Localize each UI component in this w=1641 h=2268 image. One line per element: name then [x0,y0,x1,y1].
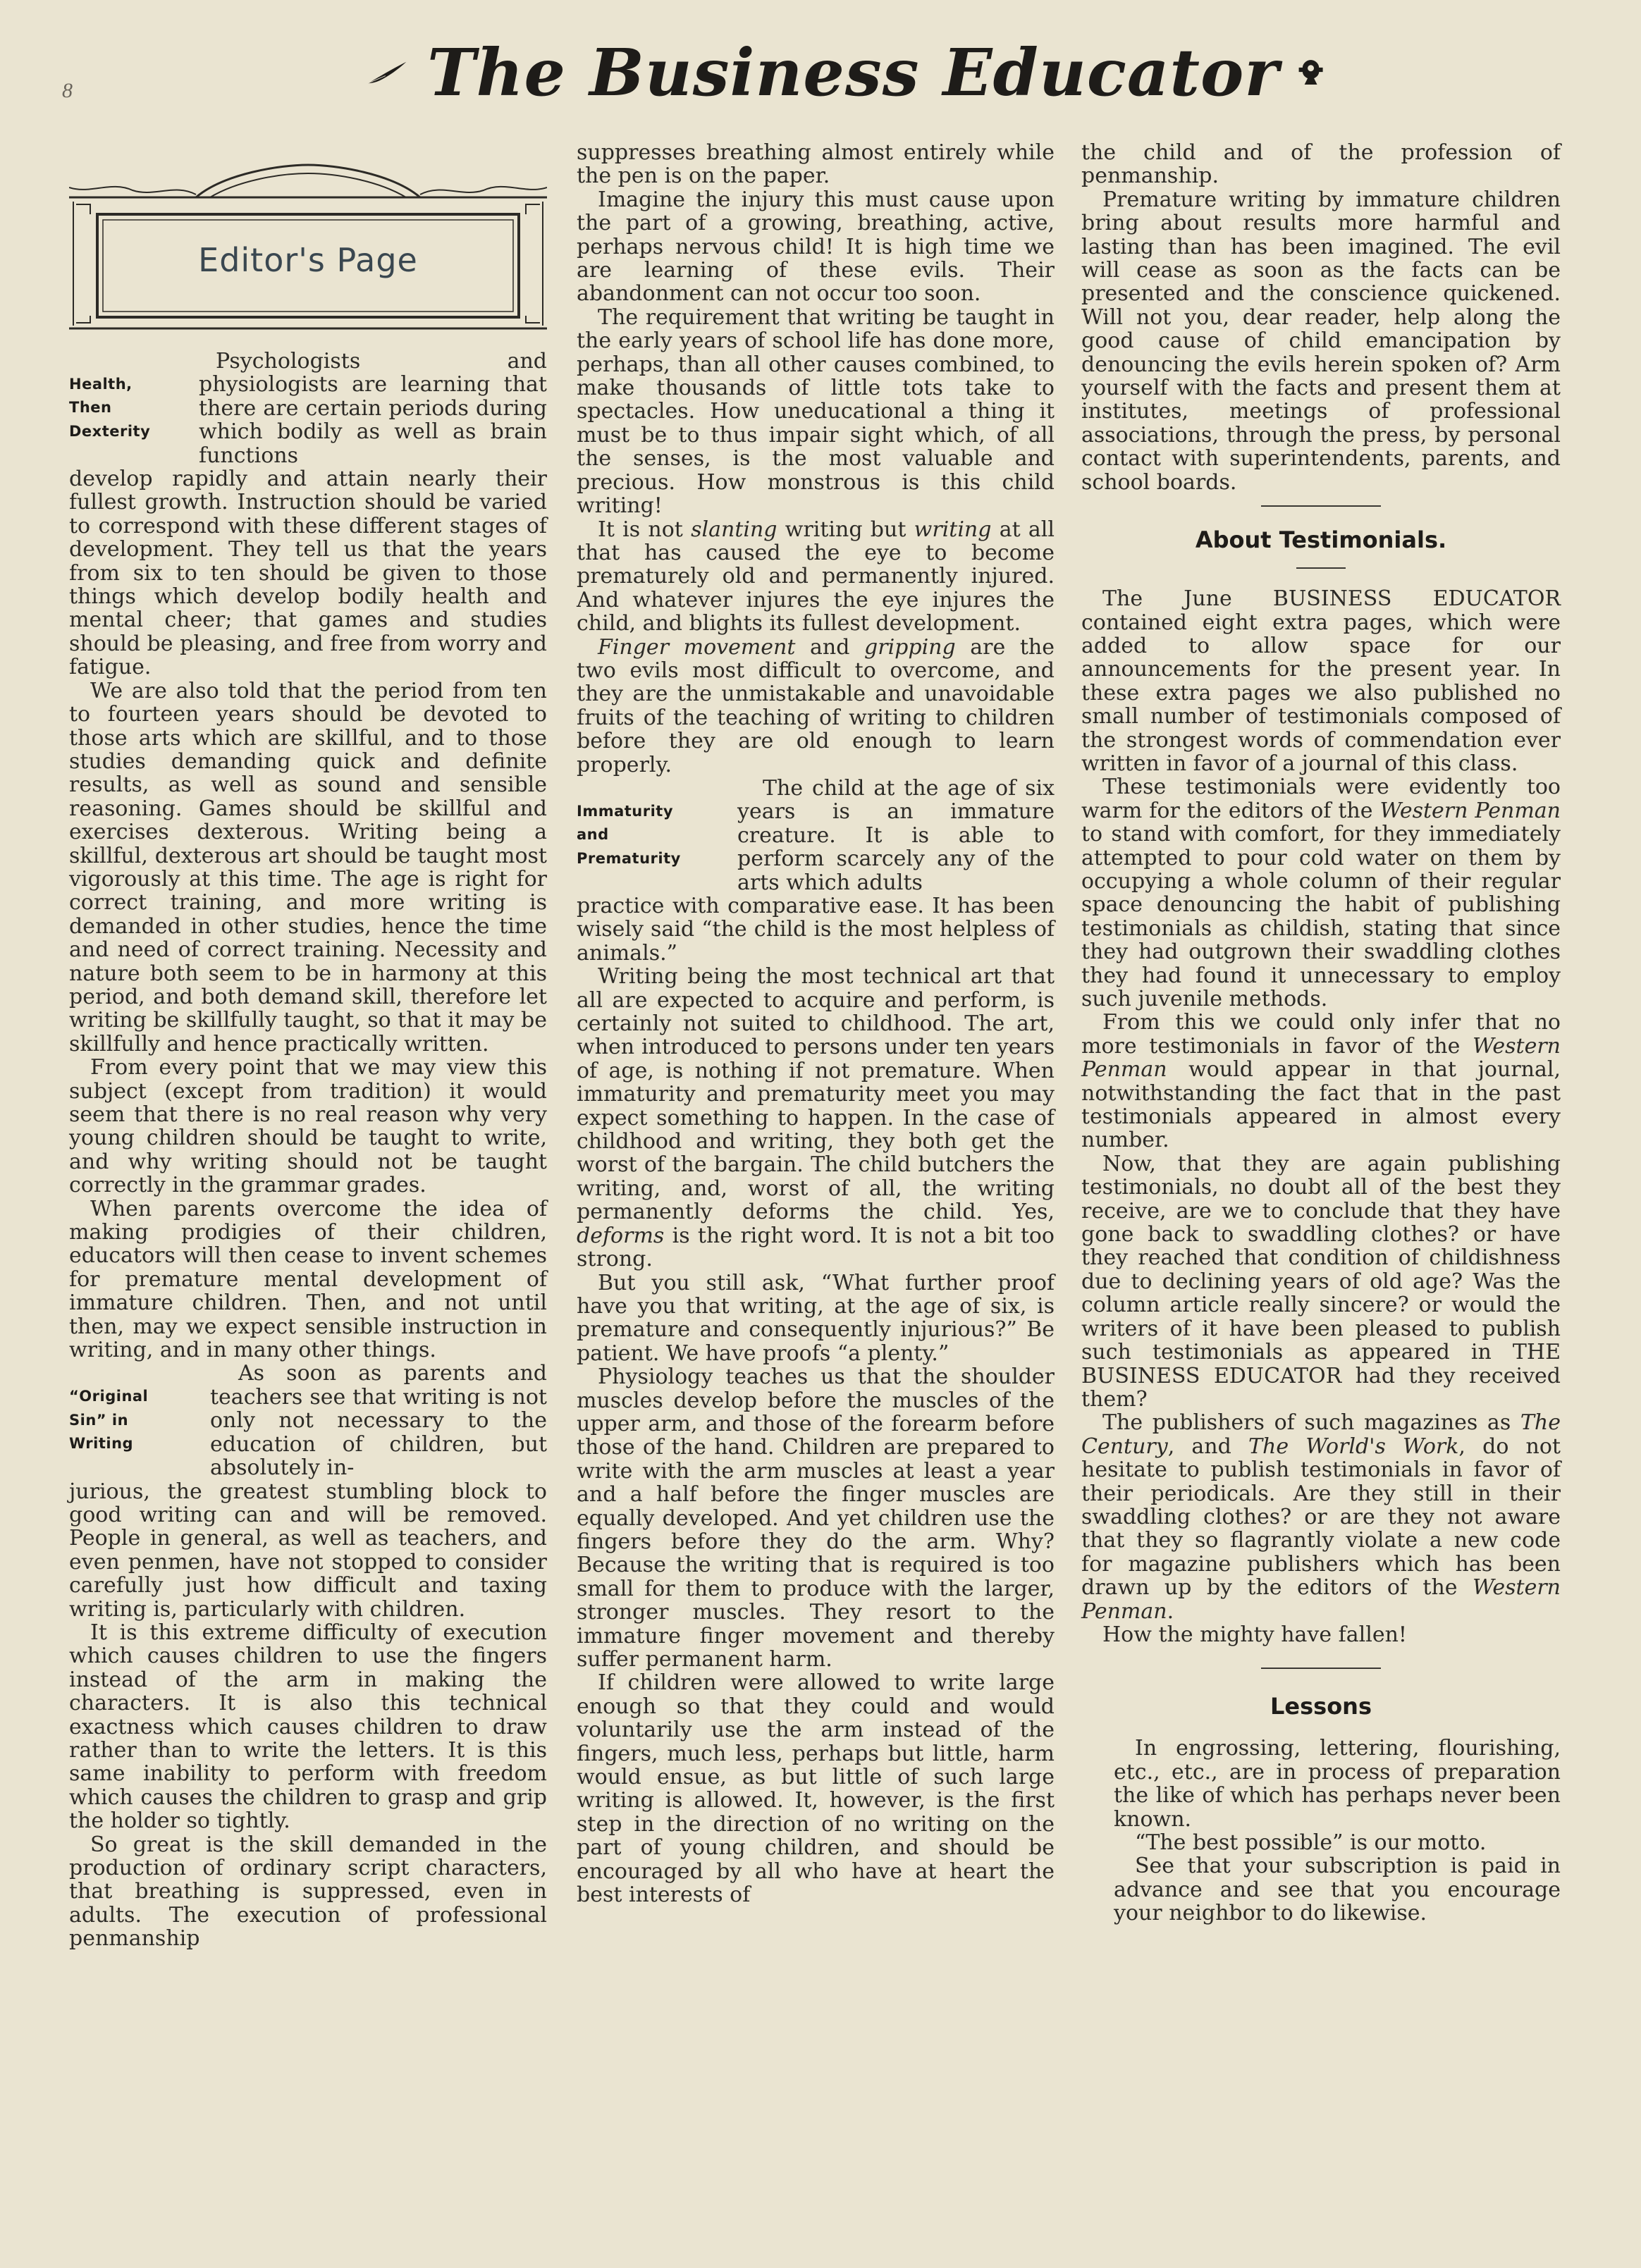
paragraph: Writing being the most technical art that all are expected to acquire and perform, is certainly not suited to childhood. The art, when introduced to persons under ten years of age, is nothing if not premature. When immaturity and prematurity meet you may expect something to happen. In the case of childhood and writing, they both get the worst of the bargain. The child butchers the writing, and, worst of all, the writing permanently deforms the child. Yes, deforms is the right word. It is not a bit too strong. [577,964,1055,1272]
section-heading-testimonials: About Testimonials. [1195,526,1447,554]
paragraph: the child and of the profession of penmanship. [1081,140,1561,189]
column-right [1081,141,1561,1925]
column-middle [577,141,1055,1906]
paragraph: If children were allowed to write large enough so that they could and would voluntarily use the arm instead of the fingers, much less, perhaps but little, harm would ensue, as but little of such large writing is allowed. It, however, is the first step in the direction of no writing on the part of young children, and should be encouraged by all who have at heart the best interests of [577,1670,1055,1908]
article-body [1081,587,1561,1646]
emblem-icon [1296,40,1325,105]
article-body [69,350,547,1951]
paragraph: We are also told that the period from ten to fourteen years should be devoted to those arts which are skillful, and to those studies demanding quick and definite results, as well as sound and sensible reasoning. Games should be skillful and exercises dexterous. Writing being a skillful, dexterous art should be taught most vigorously at this time. The age is right for correct training, and more writing is demanded in other studies, hence the time and need of correct training. Necessity and nature both seem to be in harmony at this period, and both demand skill, therefore let writing be skillfully taught, so that it may be skillfully and hence practically written. [69,678,548,1056]
paragraph: Finger movement and gripping are the two evils most difficult to overcome, and they are the unmistakable and unavoidable fruits of the teaching of writing to children before they are old enough to learn properly. [577,634,1055,777]
paragraph: develop rapidly and attain nearly their fullest growth. Instruction should be varied to correspond with these different stages of development. They tell us that the years from six to ten should be given to those things which develop bodily health and mental cheer; that games and studies should be pleasing, and free from worry and fatigue. [69,467,547,680]
paragraph: “The best possible” is our motto. [1135,1830,1487,1855]
paragraph: The requirement that writing be taught in the early years of school life has done more, perhaps, than all other causes combined, to make thousands of little tots take to spectacles. How uneducational a thing it must be to thus impair sight which, of all the senses, is the most valuable and precious. How monstrous is this child writing! [577,304,1055,519]
divider [1296,567,1346,569]
paragraph: practice with comparative ease. It has been wisely said “the child is the most helpless of animals.” [577,894,1055,966]
paragraph: suppresses breathing almost entirely while the pen is on the paper. [577,140,1055,189]
paragraph: But you still ask, “What further proof have you that writing, at the age of six, is premature and consequently injurious?” Be patient. We have proofs “a plenty.” [577,1270,1055,1366]
masthead-title: The Business Educator [427,35,1279,111]
page-number: 8 [62,79,73,102]
quill-pen-icon [367,44,407,101]
section-heading-lessons: Lessons [1270,1693,1372,1720]
paragraph: Physiology teaches us that the shoulder muscles develop before the muscles of the upper arm, and those of the forearm before those of the hand. Children are prepared to write with the arm muscles at least a year and a half before the finger muscles are equally developed. And yet children use the fingers before they do the arm. Why? Because the writing that is required is too small for them to produce with the larger, stronger muscles. They resort to the immature finger movement and thereby suffer permanent harm. [577,1364,1055,1672]
article-body [1081,141,1561,494]
paragraph: Imagine the injury this must cause upon the part of a growing, breathing, active, perhaps nervous child! It is high time we are learning of these evils. Their abandonment can not occur too soon. [577,187,1055,307]
margin-note-block [69,1362,547,1479]
editors-page-title: Editor's Page [198,241,418,279]
margin-note-block [69,350,547,467]
paragraph: Premature writing by immature children bring about results more harmful and lasting than has been imagined. The evil will cease as soon as the facts can be presented and the conscience quickened. Will not you, dear reader, help along the good cause of child emancipation by denouncing the evils herein spoken of? Arm yourself with the facts and present them at institutes, meetings of professional associations, through the press, by personal contact with superintendents, parents, and school boards. [1081,187,1561,495]
article-body [577,141,1055,1906]
margin-note-immaturity: Immaturity and Prematurity [577,802,681,867]
editors-page-banner [69,159,547,335]
paragraph: Now, that they are again publishing testimonials, no doubt all of the best they receive, are we to conclude that they have gone back to swaddling clothes? or have they reached that condition of childishness due to declining years of old age? Was the column article really sincere? or would the writers of it have been pleased to publish such testimonials as appeared in THE BUSINESS EDUCATOR had they received them? [1081,1151,1561,1412]
paragraph: See that your subscription is paid in advance and see that you encourage your neighbor to do likewise. [1114,1854,1561,1926]
article-body [1081,1737,1561,1925]
paragraph: As soon as parents and teachers see that writing is not only not necessary to the education of children, but absolutely in- [210,1361,547,1481]
margin-note-block [577,777,1055,894]
paragraph: It is not slanting writing but writing at all that has caused the eye to become prematurely old and permanently injured. And whatever injures the eye injures the child, and blights its fullest development. [577,517,1055,636]
paragraph: The child at the age of six years is an immature creature. It is able to perform scarcely any of the arts which adults [737,775,1055,895]
masthead [367,34,1325,111]
paragraph: jurious, the greatest stumbling block to good writing can and will be removed. People in general, as well as teachers, and even penmen, have not stopped to consider carefully just how difficult and taxing writing is, particularly with children. [69,1479,547,1622]
paragraph: From every point that we may view this subject (except from tradition) it would seem that there is no real reason why very young children should be taught to write, and why writing should not be taught correctly in the grammar grades. [69,1055,547,1198]
paragraph: So great is the skill demanded in the production of ordinary script characters, that breathing is suppressed, even in adults. The execution of professional penmanship [69,1832,547,1952]
paragraph: Psychologists and physiologists are learning that there are certain periods during which bodily as well as brain functions [199,349,547,468]
paragraph: How the mighty have fallen! [1102,1622,1407,1647]
margin-note-original-sin: “Original Sin” in Writing [69,1388,149,1453]
paragraph: These testimonials were evidently too warm for the editors of the Western Penman to stand with comfort, for they immediately attempted to pour cold water on them by occupying a whole column of their regular space denouncing the habit of publishing testimonials as childish, stating that since they had outgrown their swaddling clothes they had found it unnecessary to employ such juvenile methods. [1081,775,1561,1011]
column-left [69,141,547,1951]
paragraph: It is this extreme difficulty of execution which causes children to use the fingers instead of the arm in making the characters. It is also this technical exactness which causes children to draw rather than to write the letters. It is this same inability to perform with freedom which causes the children to grasp and grip the holder so tightly. [69,1620,547,1834]
divider [1261,1668,1381,1669]
paragraph: The publishers of such magazines as The Century, and The World's Work, do not hesitate to publish testimonials in favor of their periodicals. Are they still in their swaddling clothes? or are they not aware that they so flagrantly violate a new code for magazine publishers which has been drawn up by the editors of the Western Penman. [1081,1410,1561,1624]
divider [1261,505,1381,507]
paragraph: The June BUSINESS EDUCATOR contained eight extra pages, which were added to allow space for our announcements for the present year. In these extra pages we also published no small number of testimonials composed of the strongest words of commendation ever written in favor of a journal of this class. [1081,586,1561,776]
paragraph: When parents overcome the idea of making prodigies of their children, educators will then cease to invent schemes for premature mental development of immature children. Then, and not until then, may we expect sensible instruction in writing, and in many other things. [69,1196,547,1363]
paragraph: From this we could only infer that no more testimonials in favor of the Western Penman would appear in that journal, notwithstanding the fact that in the past testimonials appeared in almost every number. [1081,1010,1561,1153]
paragraph: In engrossing, lettering, flourishing, etc., etc., are in process of preparation the like of which has perhaps never been known. [1114,1736,1561,1832]
margin-note-health: Health, Then Dexterity [69,376,151,440]
